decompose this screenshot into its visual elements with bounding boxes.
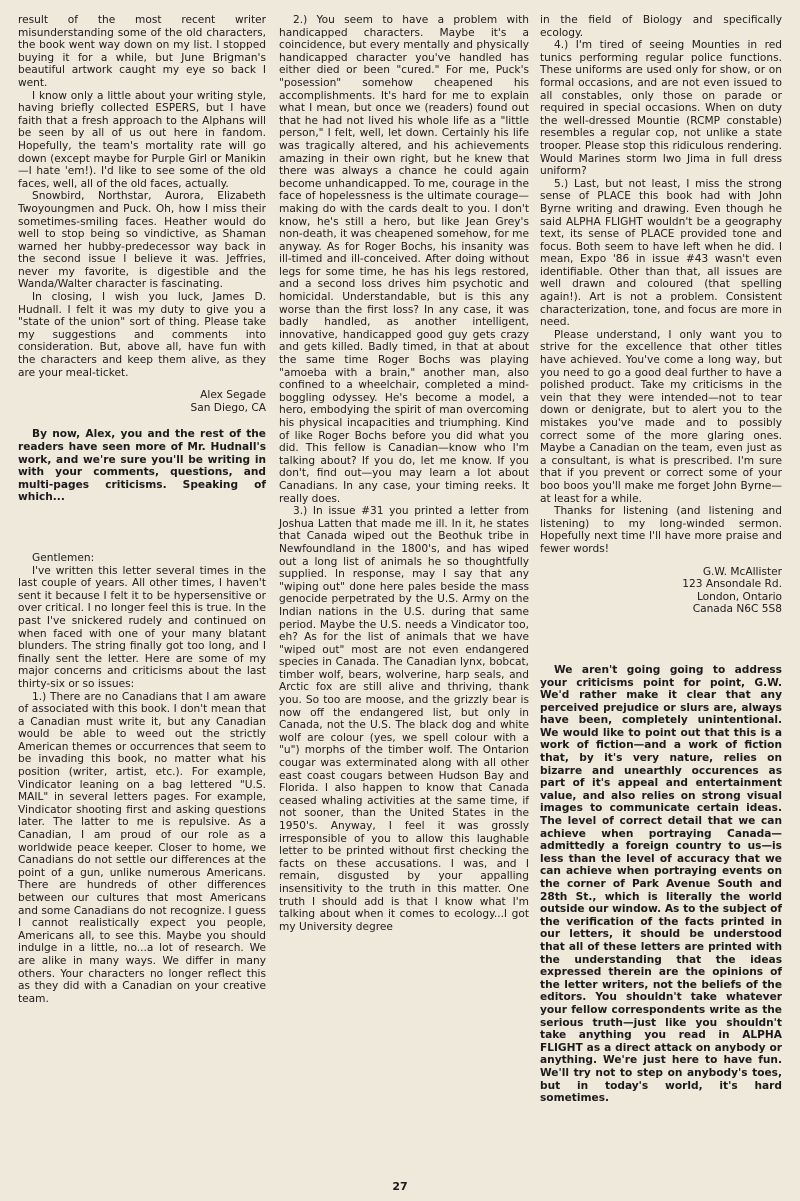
letter-paragraph: 2.) You seem to have a problem with handicapped characters. Maybe it's a coincidence, but every mentally and physically handicapped character you've handled has either died or been "cured." For me, Puck's "posession" somehow cheapened his accomplishments. It's hard for me to explain what I mean, but once we (readers) found out that he had not lived his whole life as a "little person," I felt, well, let down. Certainly his life was tragically altered, and his achievements amazing in their own right, but he knew that there was always a chance he could again become unhandicapped. To me, courage in the face of hopelessness is the ultimate courage—making do with the cards dealt to you. I don't know, he's still a hero, but like Jean Grey's non-death, it was cheapened somehow, for me anyway. As for Roger Bochs, his insanity was ill-timed and ill-conceived. After doing without legs for some time, he has his legs restored, and a second loss drives him psychotic and homicidal. Understandable, but is this any worse than the first loss? In any case, it was badly handled, as another intelligent, innovative, handicapped good guy gets crazy and gets killed. Badly timed, in that at about the same time Roger Bochs was playing "amoeba with a brain," another man, also confined to a wheelchair, completed a mind-boggling odyssey. He's become a model, a hero, embodying the spirit of man overcoming his physical incapacities and triumphing. Kind of like Roger Bochs before you did what you did. This fellow is Canadian—know who I'm talking about? If you do, let me know. If you don't, find out—you may learn a lot about Canadians. In any case, your timing reeks. It really does. (279, 14, 529, 505)
column-left (18, 14, 266, 1005)
letter-paragraph: Snowbird, Northstar, Aurora, Elizabeth Twoyoungmen and Puck. Oh, how I miss their sometimes-smiling faces. Heather would do well to stop being so vindictive, as Shaman warned her hubby-predecessor way back in the second issue I believe it was. Jeffries, never my favorite, is digestible and the Wanda/Walter character is fascinating. (18, 190, 266, 291)
signature-name: Alex Segade (200, 389, 266, 402)
letter-paragraph: 4.) I'm tired of seeing Mounties in red tunics performing regular police functions. These uniforms are used only for show, or on formal occasions, and are not even issued to all constables, only those on parade or required in special occasions. When on duty the well-dressed Mountie (RCMP constable) resembles a regular cop, not unlike a state trooper. Please stop this ridiculous rendering. Would Marines storm Iwo Jima in full dress uniform? (540, 39, 782, 178)
editor-reply: We aren't going going to address your criticisms point for point, G.W. We'd rather make it clear that any perceived prejudice or slurs are, always have been, completely unintentional. We would like to point out that this is a work of fiction—and a work of fiction that, by it's very nature, relies on bizarre and unearthly occurences as part of it's appeal and entertainment value, and also relies on strong visual images to communicate certain ideas. The level of correct detail that we can achieve when portraying Canada—admittedly a foreign country to us—is less than the level of accuracy that we can achieve when portraying events on the corner of Park Avenue South and 28th St., which is literally the world outside our window. As to the subject of the verification of the facts printed in our letters, it should be understood that all of these letters are printed with the understanding that the ideas expressed therein are the opinions of the letter writers, not the beliefs of the editors. You shouldn't take whatever your fellow correspondents write as the serious truth—just like you shouldn't take anything you read in ALPHA FLIGHT as a direct attack on anybody or anything. We're just here to have fun. We'll try not to step on anybody's toes, but in today's world, it's hard sometimes. (540, 663, 782, 1105)
signature-city: London, Ontario (696, 590, 782, 603)
page-number: 27 (392, 1180, 408, 1193)
letter-paragraph: I've written this letter several times in the last couple of years. All other times, I haven't sent it because I felt it to be hypersensitive or over critical. I no longer feel this is true. In the past I've snickered rudely and continued on when faced with one of your many blatant blunders. The string finally got too long, and I finally sent the letter. Here are some of my major concerns and criticisms about the last thirty-six or so issues: (18, 564, 266, 690)
signature-city: San Diego, CA (190, 401, 266, 414)
letter-paragraph: Please understand, I only want you to strive for the excellence that other titles have achieved. You've come a long way, but you need to go a good deal further to have a polished product. Take my criticisms in the vein that they were intended—not to tear down or denigrate, but to alert you to the mistakes you've made and to possibly correct some of the more glaring ones. Maybe a Canadian on the team, even just as a consultant, is what is prescribed. I'm sure that if you prevent or correct some of your boo boos you'll make me forget John Byrne—at least for a while. (540, 328, 782, 505)
letter-paragraph: I know only a little about your writing style, having briefly collected ESPERS, but I have faith that a fresh approach to the Alphans will be seen by all of us out here in fandom. Hopefully, the team's mortality rate will go down (except maybe for Purple Girl or Manikin—I hate 'em!). I'd like to see some of the old faces, well, all of the old faces, actually. (18, 89, 266, 190)
letter-paragraph: Thanks for listening (and listening and listening) to my long-winded sermon. Hopefully next time I'll have more praise and fewer words! (540, 505, 782, 555)
signature-address: 123 Ansondale Rd. (682, 578, 782, 591)
column-middle (279, 14, 529, 933)
letter-paragraph: 5.) Last, but not least, I miss the strong sense of PLACE this book had with John Byrne writing and drawing. Even though he said ALPHA FLIGHT wouldn't be a geography text, its sense of PLACE provided tone and focus. Both seem to have left when he did. I mean, Expo '86 in issue #43 wasn't even identifiable. Other than that, all issues are well drawn and coloured (that spelling again!). Art is not a problem. Consistent characterization, tone, and focus are more in need. (540, 177, 782, 329)
letter-paragraph: 3.) In issue #31 you printed a letter from Joshua Latten that made me ill. In it, he states that Canada wiped out the Beothuk tribe in Newfoundland in the 1800's, and has wiped out a long list of animals he so thoughtfully supplied. In response, may I say that any "wiping out" done here pales beside the mass genocide perpetrated by the U.S. Army on the Indian nations in the U.S. during that same period. Maybe the U.S. needs a Vindicator too, eh? As for the list of animals that we have "wiped out" most are not even endangered species in Canada. The Canadian lynx, bobcat, timber wolf, bears, wolverine, harp seals, and Arctic fox are still alive and thriving, thank you. So too are moose, and the grizzly bear is now off the endangered list, but only in Canada, not the U.S. The black dog and white wolf are colour (yes, we spell colour with a "u") morphs of the timber wolf. The Ontarion cougar was exterminated along with all other east coast cougars between Hudson Bay and Florida. I also happen to know that Canada ceased whaling activities at the same time, if not sooner, than the United States in the 1950's. Anyway, I feel it was grossly irresponsible of you to allow this laughable letter to be printed without first checking the facts on these accusations. I was, and I remain, disgusted by your appalling insensitivity to the truth in this matter. One truth I should add is that I know what I'm talking about when it comes to ecology...I got my University degree (279, 505, 529, 933)
letter-paragraph: result of the most recent writer misunderstanding some of the old characters, the book went way down on my list. I stopped buying it for a while, but June Brigman's beautiful artwork caught my eye so back I went. (18, 14, 266, 89)
letter-paragraph: In closing, I wish you luck, James D. Hudnall. I felt it was my duty to give you a "state of the union" sort of thing. Please take my suggestions and comments into consideration. But, above all, have fun with the characters and keep them alive, as they are your meal-ticket. (18, 291, 266, 379)
letter-paragraph: 1.) There are no Canadians that I am aware of associated with this book. I don't mean that a Canadian must write it, but any Canadian would be able to weed out the strictly American themes or occurrences that seem to be invading this book, no matter what his position (writer, artist, etc.). For example, Vindicator leaning on a bag lettered "U.S. MAIL" in several letters pages. For example, Vindicator shooting first and asking questions later. The latter to me is repulsive. As a Canadian, I am proud of our role as a worldwide peace keeper. Closer to home, we Canadians do not settle our differences at the point of a gun, unlike numerous Americans. There are hundreds of other differences between our cultures that most Americans and some Canadians do not recognize. I guess I cannot realistically expect you people, Americans all, to see this. Maybe you should indulge in a little, no...a lot of research. We are alike in many ways. We differ in many others. Your characters no longer reflect this as they did with a Canadian on your creative team. (18, 690, 266, 1005)
signature-name: G.W. McAllister (702, 565, 782, 578)
letter-salutation: Gentlemen: (32, 551, 95, 564)
column-right (540, 14, 782, 1105)
editor-reply: By now, Alex, you and the rest of the readers have seen more of Mr. Hudnall's work, and we're sure you'll be writing in with your comments, questions, and multi-pages criticisms. Speaking of which... (18, 428, 266, 504)
letter-paragraph: in the field of Biology and specifically ecology. (540, 14, 782, 39)
signature-postal: Canada N6C 5S8 (692, 603, 782, 616)
